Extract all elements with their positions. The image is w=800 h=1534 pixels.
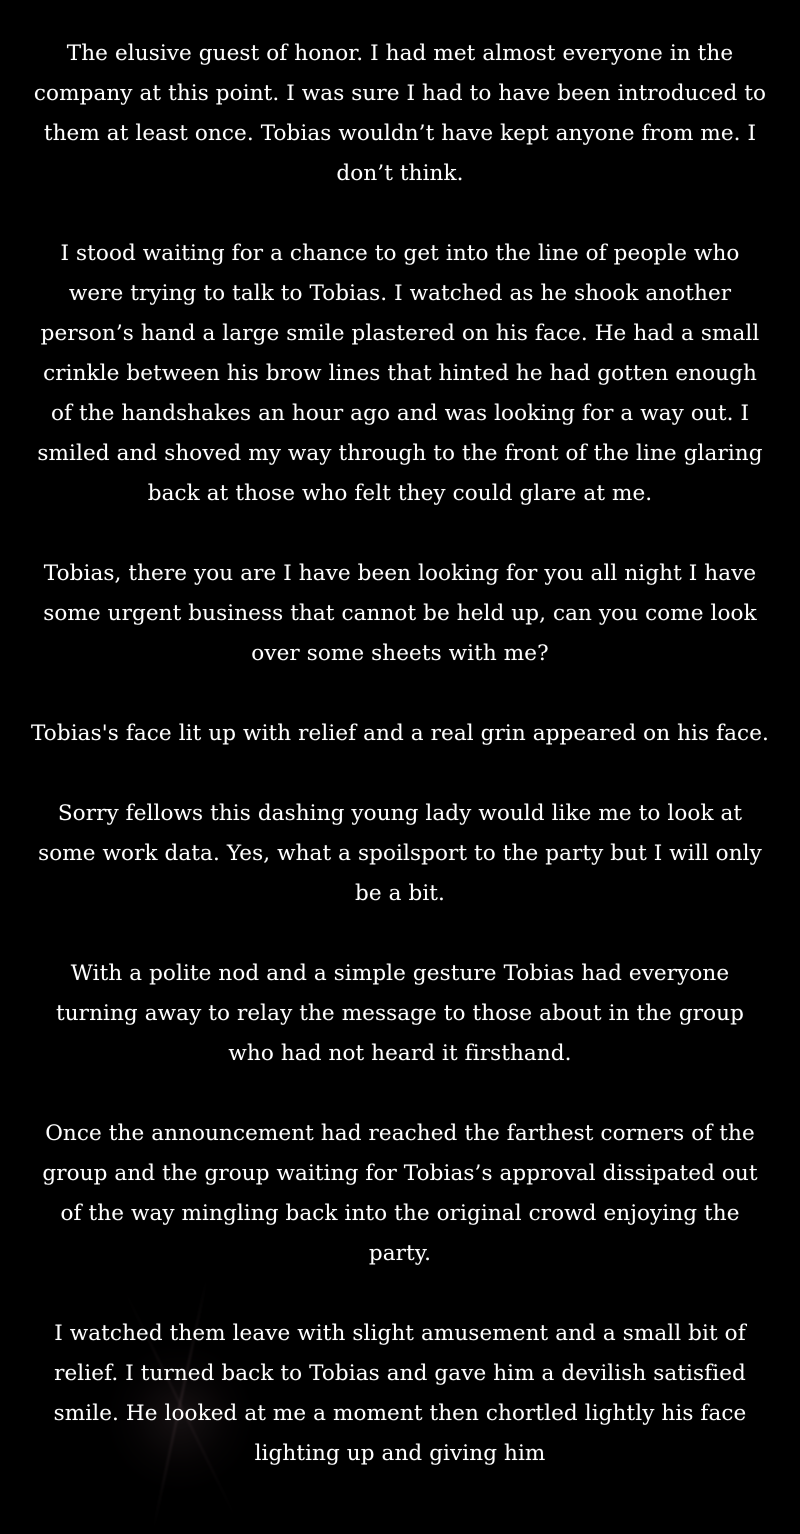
story-paragraph: I stood waiting for a chance to get into the line of people who were trying to talk to Tobias. I watched as he shook another person’s hand a large smile plastered on his face. He had a small crinkle between his brow lines that hinted he had gotten enough of the handshakes an hour ago and was looking for a way out. I smiled and shoved my way through to the front of the line glaring back at those who felt they could glare at me. [37,241,763,506]
story-paragraph: With a polite nod and a simple gesture Tobias had everyone turning away to relay the message to those about in the group who had not heard it firsthand. [56,961,744,1066]
story-paragraph: Tobias's face lit up with relief and a real grin appeared on his face. [31,721,769,746]
story-paragraph: Tobias, there you are I have been looking for you all night I have some urgent business that cannot be held up, can you come look over some sheets with me? [43,561,757,666]
story-paragraph: The elusive guest of honor. I had met almost everyone in the company at this point. I was sure I had to have been introduced to them at least once. Tobias wouldn’t have kept anyone from me. I don’t think. [33,41,767,186]
story-paragraph: I watched them leave with slight amusement and a small bit of relief. I turned back to Tobias and gave him a devilish satisfied smile. He looked at me a moment then chortled lightly his face lighting up and giving him [53,1321,747,1466]
story-paragraph: Sorry fellows this dashing young lady would like me to look at some work data. Yes, what a spoilsport to the party but I will only be a bit. [38,801,762,906]
story-paragraph: Once the announcement had reached the farthest corners of the group and the group waiting for Tobias’s approval dissipated out of the way mingling back into the original crowd enjoying the party. [42,1121,758,1266]
